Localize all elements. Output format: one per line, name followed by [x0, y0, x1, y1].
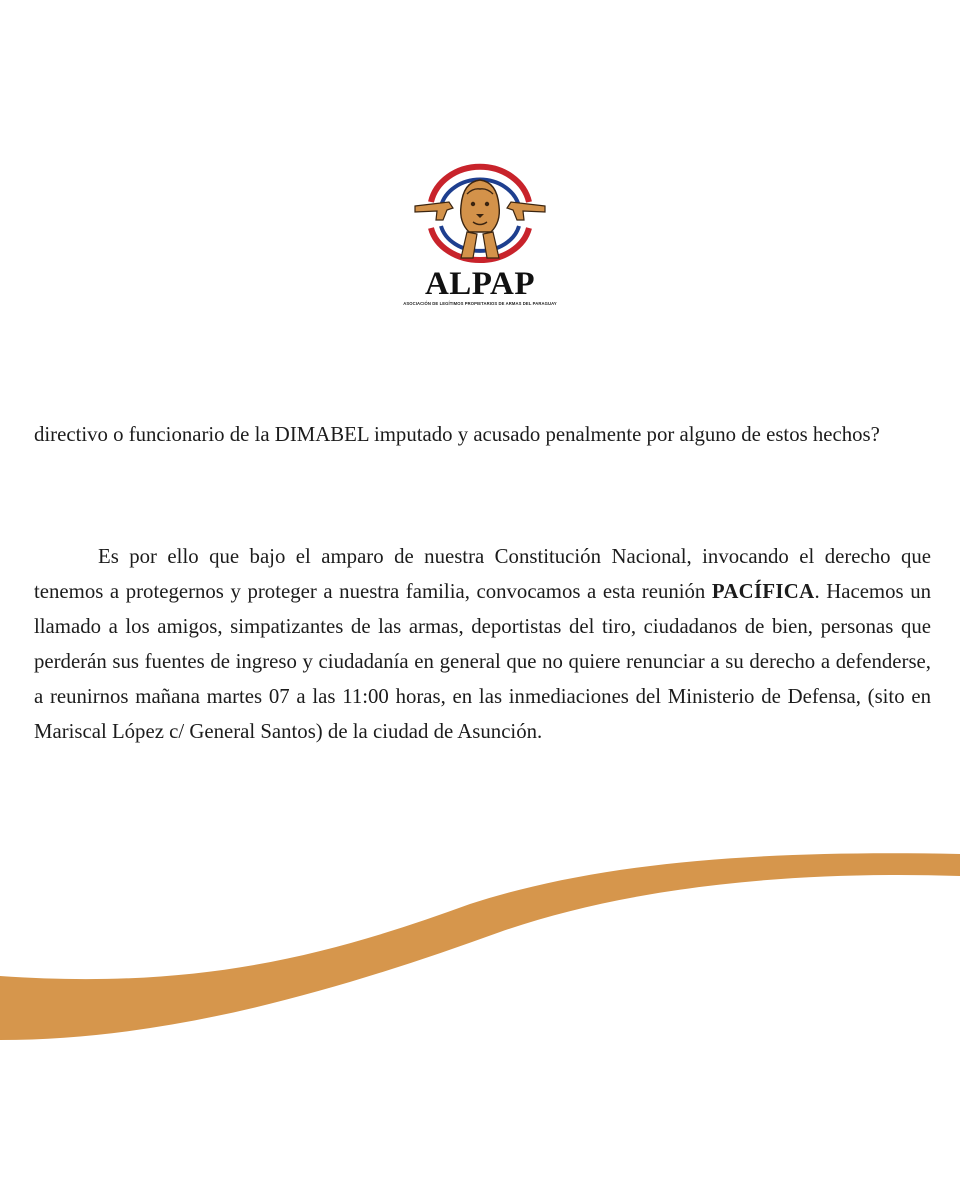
decorative-wave	[0, 840, 960, 1060]
paragraph-call-to-action	[34, 539, 931, 749]
emphasis-pacifica: PACÍFICA	[711, 580, 815, 603]
logo-subtitle: ASOCIACIÓN DE LEGÍTIMOS PROPIETARIOS DE ARMAS DEL PARAGUAY	[403, 301, 557, 306]
paragraph-text-end: . Hacemos un llamado a los amigos, simpatizantes de las armas, deportistas del tiro, ciudadanos de bien, personas que perderán sus fuentes de ingreso y ciudadanía en general que no quiere renunciar a su derecho a defenderse, a reunirnos mañana martes 07 a las 11:00 horas, en las inmediaciones del Ministerio de Defensa, (sito en Mariscal López c/ General Santos) de la ciudad de Asunción.	[34, 580, 931, 743]
paragraph-text-start: Es por ello que bajo el amparo de nuestra Constitución Nacional, invocando el derecho que tenemos a protegernos y proteger a nuestra familia, convocamos a esta reunión	[34, 545, 931, 603]
wave-shape	[0, 853, 960, 1040]
paragraph-intro: directivo o funcionario de la DIMABEL imputado y acusado penalmente por alguno de estos hechos?	[34, 423, 880, 446]
lion-emblem-icon	[403, 162, 557, 266]
alpap-logo	[403, 162, 557, 312]
logo-name: ALPAP	[424, 266, 536, 302]
